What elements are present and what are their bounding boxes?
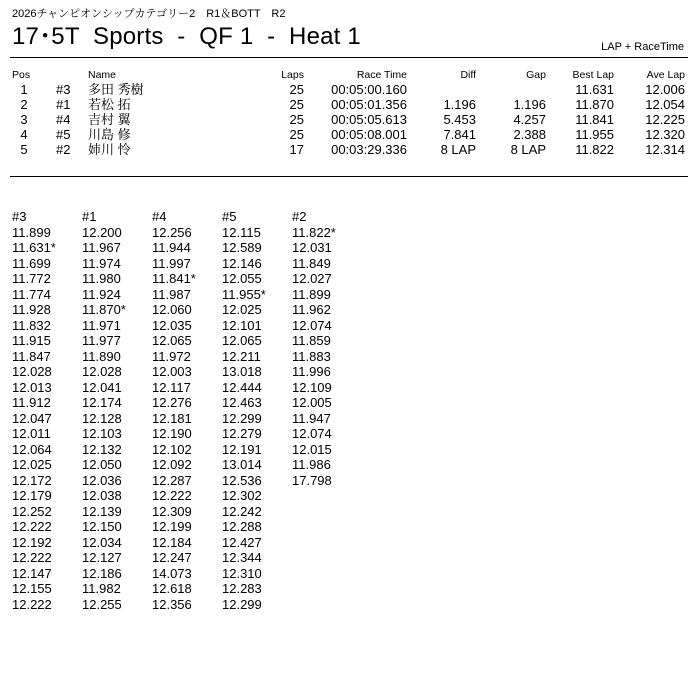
lap-time: 12.191 bbox=[222, 441, 262, 457]
lap-time: 11.841* bbox=[152, 271, 196, 286]
result-best-lap: 11.822 bbox=[575, 142, 614, 157]
lap-time: 12.190 bbox=[152, 426, 192, 441]
result-laps: 17 bbox=[289, 142, 304, 157]
lap-column-driver: #2 bbox=[292, 209, 307, 224]
lap-time: 12.074 bbox=[292, 426, 332, 441]
lap-time: 12.288 bbox=[222, 519, 262, 534]
lap-time: 12.128 bbox=[82, 410, 122, 426]
lap-time: 11.870* bbox=[82, 302, 126, 317]
results-header-row bbox=[0, 69, 700, 82]
result-diff: 8 LAP bbox=[440, 142, 476, 157]
result-ave-lap: 12.054 bbox=[645, 97, 685, 112]
result-gap: 2.388 bbox=[513, 127, 546, 142]
col-ave-lap: Ave Lap bbox=[646, 69, 685, 81]
lap-time: 12.200 bbox=[82, 224, 122, 240]
lap-column-driver: #3 bbox=[12, 209, 27, 224]
lap-time: 12.031 bbox=[292, 240, 332, 255]
lap-time: 12.127 bbox=[82, 550, 122, 565]
lap-time: 12.036 bbox=[82, 472, 122, 488]
lap-time: 12.041 bbox=[82, 379, 122, 395]
lap-time: 11.699 bbox=[12, 255, 51, 271]
lap-time: 11.912 bbox=[12, 395, 51, 410]
lap-time: 12.174 bbox=[82, 395, 122, 410]
lap-time: 11.822* bbox=[292, 224, 336, 240]
lap-time: 12.132 bbox=[82, 441, 122, 457]
lap-time: 12.536 bbox=[222, 472, 262, 488]
result-number: #4 bbox=[56, 112, 71, 127]
lap-time: 11.883 bbox=[292, 348, 331, 364]
lap-time: 11.962 bbox=[292, 302, 331, 317]
lap-time: 12.463 bbox=[222, 395, 262, 410]
lap-time: 11.987 bbox=[152, 286, 191, 302]
lap-time: 12.310 bbox=[222, 565, 262, 581]
lap-time: 12.101 bbox=[222, 317, 262, 333]
lap-time: 11.986 bbox=[292, 457, 331, 472]
lap-time: 12.115 bbox=[222, 224, 261, 240]
lap-time: 11.899 bbox=[12, 224, 51, 240]
lap-column-driver: #1 bbox=[82, 209, 97, 224]
lap-time: 12.199 bbox=[152, 519, 192, 534]
result-driver-name: 多田 秀樹 bbox=[88, 82, 144, 97]
lap-time: 13.014 bbox=[222, 457, 262, 472]
lap-time: 12.589 bbox=[222, 240, 262, 255]
result-diff: 7.841 bbox=[443, 127, 476, 142]
lap-time: 12.117 bbox=[152, 379, 191, 395]
lap-time: 11.899 bbox=[292, 286, 331, 302]
lap-time: 12.060 bbox=[152, 302, 192, 317]
lap-time: 14.073 bbox=[152, 565, 192, 581]
lap-time: 12.255 bbox=[82, 596, 122, 612]
result-gap: 8 LAP bbox=[510, 142, 546, 157]
lap-time: 12.356 bbox=[152, 596, 192, 612]
lap-time: 12.192 bbox=[12, 534, 52, 550]
lap-time: 12.222 bbox=[12, 519, 52, 534]
lap-time: 11.982 bbox=[82, 581, 121, 596]
lap-column bbox=[222, 209, 292, 612]
result-ave-lap: 12.006 bbox=[645, 82, 685, 97]
result-number: #5 bbox=[56, 127, 71, 142]
result-driver-name: 若松 拓 bbox=[88, 97, 131, 112]
lap-time: 11.772 bbox=[12, 271, 51, 286]
lap-time: 12.013 bbox=[12, 379, 52, 395]
result-laps: 25 bbox=[289, 82, 304, 97]
lap-time: 11.832 bbox=[12, 317, 51, 333]
result-gap: 4.257 bbox=[513, 112, 546, 127]
lap-time: 11.915 bbox=[12, 333, 51, 348]
result-pos: 1 bbox=[20, 82, 28, 97]
col-best-lap: Best Lap bbox=[572, 69, 614, 81]
lap-time: 11.774 bbox=[12, 286, 51, 302]
result-gap: 1.196 bbox=[513, 97, 546, 112]
lap-time: 11.996 bbox=[292, 364, 331, 379]
results-table bbox=[0, 69, 700, 157]
result-best-lap: 11.955 bbox=[575, 127, 614, 142]
lap-column bbox=[82, 209, 152, 612]
lap-time: 12.242 bbox=[222, 503, 262, 519]
result-pos: 5 bbox=[20, 142, 28, 157]
lap-time: 12.055 bbox=[222, 271, 262, 286]
lap-time: 12.309 bbox=[152, 503, 192, 519]
lap-time: 12.302 bbox=[222, 488, 262, 503]
result-laps: 25 bbox=[289, 112, 304, 127]
result-race-time: 00:05:01.356 bbox=[331, 97, 407, 112]
lap-time: 12.015 bbox=[292, 441, 332, 457]
lap-time: 12.092 bbox=[152, 457, 192, 472]
lap-time: 12.003 bbox=[152, 364, 192, 379]
lap-time: 11.977 bbox=[82, 333, 121, 348]
result-number: #1 bbox=[56, 97, 71, 112]
result-race-time: 00:03:29.336 bbox=[331, 142, 407, 157]
lap-time: 12.252 bbox=[12, 503, 52, 519]
result-ave-lap: 12.314 bbox=[645, 142, 685, 157]
lap-time: 12.179 bbox=[12, 488, 52, 503]
lap-time: 12.103 bbox=[82, 426, 122, 441]
result-ave-lap: 12.225 bbox=[645, 112, 685, 127]
result-number: #3 bbox=[56, 82, 71, 97]
lap-column-driver: #5 bbox=[222, 209, 237, 224]
col-race-time: Race Time bbox=[356, 69, 407, 81]
col-gap: Gap bbox=[526, 69, 546, 81]
lap-time: 12.222 bbox=[12, 550, 52, 565]
lap-time: 12.139 bbox=[82, 503, 122, 519]
result-best-lap: 11.870 bbox=[575, 97, 614, 112]
lap-time: 12.181 bbox=[152, 410, 192, 426]
lap-time: 12.027 bbox=[292, 271, 332, 286]
page-title: 17･5T Sports - QF 1 - Heat 1 bbox=[12, 23, 361, 50]
lap-time: 12.028 bbox=[12, 364, 52, 379]
result-number: #2 bbox=[56, 142, 71, 157]
lap-time: 11.890 bbox=[82, 348, 121, 364]
lap-time: 11.955* bbox=[222, 286, 266, 302]
result-row bbox=[0, 112, 700, 127]
lap-time: 12.035 bbox=[152, 317, 192, 333]
col-name: Name bbox=[88, 69, 117, 81]
lap-time: 12.102 bbox=[152, 441, 192, 457]
result-best-lap: 11.841 bbox=[575, 112, 614, 127]
result-diff: 5.453 bbox=[443, 112, 476, 127]
lap-time: 11.972 bbox=[152, 348, 191, 364]
lap-time: 12.279 bbox=[222, 426, 262, 441]
lap-time: 12.065 bbox=[222, 333, 262, 348]
lap-time: 12.047 bbox=[12, 410, 52, 426]
result-race-time: 00:05:00.160 bbox=[331, 82, 407, 97]
result-row bbox=[0, 127, 700, 142]
col-laps: Laps bbox=[281, 69, 304, 81]
lap-time: 11.980 bbox=[82, 271, 121, 286]
lap-time: 12.186 bbox=[82, 565, 122, 581]
lap-time: 12.172 bbox=[12, 472, 52, 488]
lap-time: 12.299 bbox=[222, 410, 262, 426]
lap-time: 12.247 bbox=[152, 550, 192, 565]
col-pos: Pos bbox=[12, 69, 31, 81]
lap-time: 12.276 bbox=[152, 395, 192, 410]
lap-time: 11.631* bbox=[12, 240, 56, 255]
lap-time: 12.074 bbox=[292, 317, 332, 333]
results-rows bbox=[0, 82, 700, 157]
lap-time: 11.947 bbox=[292, 410, 331, 426]
lap-time: 12.065 bbox=[152, 333, 192, 348]
lap-time: 13.018 bbox=[222, 364, 262, 379]
lap-time: 12.222 bbox=[152, 488, 192, 503]
result-pos: 4 bbox=[20, 127, 28, 142]
result-driver-name: 川島 修 bbox=[88, 127, 131, 142]
lap-time: 12.146 bbox=[222, 255, 262, 271]
lap-time: 11.997 bbox=[152, 255, 191, 271]
result-row bbox=[0, 142, 700, 157]
lap-time: 12.034 bbox=[82, 534, 122, 550]
lap-time: 11.859 bbox=[292, 333, 331, 348]
lap-time: 11.971 bbox=[82, 317, 121, 333]
lap-time: 12.147 bbox=[12, 565, 52, 581]
lap-time: 12.025 bbox=[12, 457, 52, 472]
lap-time: 11.849 bbox=[292, 255, 331, 271]
lap-time: 12.618 bbox=[152, 581, 192, 596]
lap-note: LAP + RaceTime bbox=[601, 41, 684, 53]
lap-time: 12.150 bbox=[82, 519, 122, 534]
result-best-lap: 11.631 bbox=[575, 82, 614, 97]
lap-time: 11.847 bbox=[12, 348, 51, 364]
lap-time: 11.974 bbox=[82, 255, 121, 271]
lap-column bbox=[292, 209, 362, 488]
lap-time: 12.211 bbox=[222, 348, 261, 364]
result-race-time: 00:05:08.001 bbox=[331, 127, 407, 142]
result-row bbox=[0, 97, 700, 112]
lap-time: 12.025 bbox=[222, 302, 262, 317]
result-pos: 3 bbox=[20, 112, 28, 127]
lap-time: 12.299 bbox=[222, 596, 262, 612]
lap-time: 12.283 bbox=[222, 581, 262, 596]
result-diff: 1.196 bbox=[443, 97, 476, 112]
lap-time: 12.184 bbox=[152, 534, 192, 550]
lap-time: 11.967 bbox=[82, 240, 121, 255]
lap-time: 12.011 bbox=[12, 426, 51, 441]
lap-time: 17.798 bbox=[292, 472, 332, 488]
lap-time: 11.924 bbox=[82, 286, 121, 302]
lap-time: 12.005 bbox=[292, 395, 332, 410]
header-divider bbox=[10, 57, 688, 58]
lap-column-driver: #4 bbox=[152, 209, 167, 224]
lap-time: 12.028 bbox=[82, 364, 122, 379]
lap-time: 12.444 bbox=[222, 379, 262, 395]
result-driver-name: 姉川 怜 bbox=[88, 142, 131, 157]
lap-time: 12.064 bbox=[12, 441, 52, 457]
lap-time: 12.256 bbox=[152, 224, 192, 240]
lap-time: 12.287 bbox=[152, 472, 192, 488]
lap-time: 12.038 bbox=[82, 488, 122, 503]
lap-time: 12.427 bbox=[222, 534, 262, 550]
lap-time: 11.928 bbox=[12, 302, 51, 317]
lap-time: 12.050 bbox=[82, 457, 122, 472]
result-race-time: 00:05:05.613 bbox=[331, 112, 407, 127]
lap-time: 12.344 bbox=[222, 550, 262, 565]
lap-time: 12.109 bbox=[292, 379, 332, 395]
results-divider bbox=[10, 176, 688, 177]
event-name: 2026チャンピオンシップカテゴリー2 R1＆BOTT R2 bbox=[12, 8, 286, 20]
lap-time: 12.222 bbox=[12, 596, 52, 612]
result-laps: 25 bbox=[289, 127, 304, 142]
lap-column bbox=[12, 209, 82, 612]
col-diff: Diff bbox=[460, 69, 476, 81]
result-pos: 2 bbox=[20, 97, 28, 112]
result-ave-lap: 12.320 bbox=[645, 127, 685, 142]
result-row bbox=[0, 82, 700, 97]
lap-time: 12.155 bbox=[12, 581, 52, 596]
result-driver-name: 吉村 翼 bbox=[88, 112, 131, 127]
lap-time: 11.944 bbox=[152, 240, 191, 255]
lap-column bbox=[152, 209, 222, 612]
result-laps: 25 bbox=[289, 97, 304, 112]
